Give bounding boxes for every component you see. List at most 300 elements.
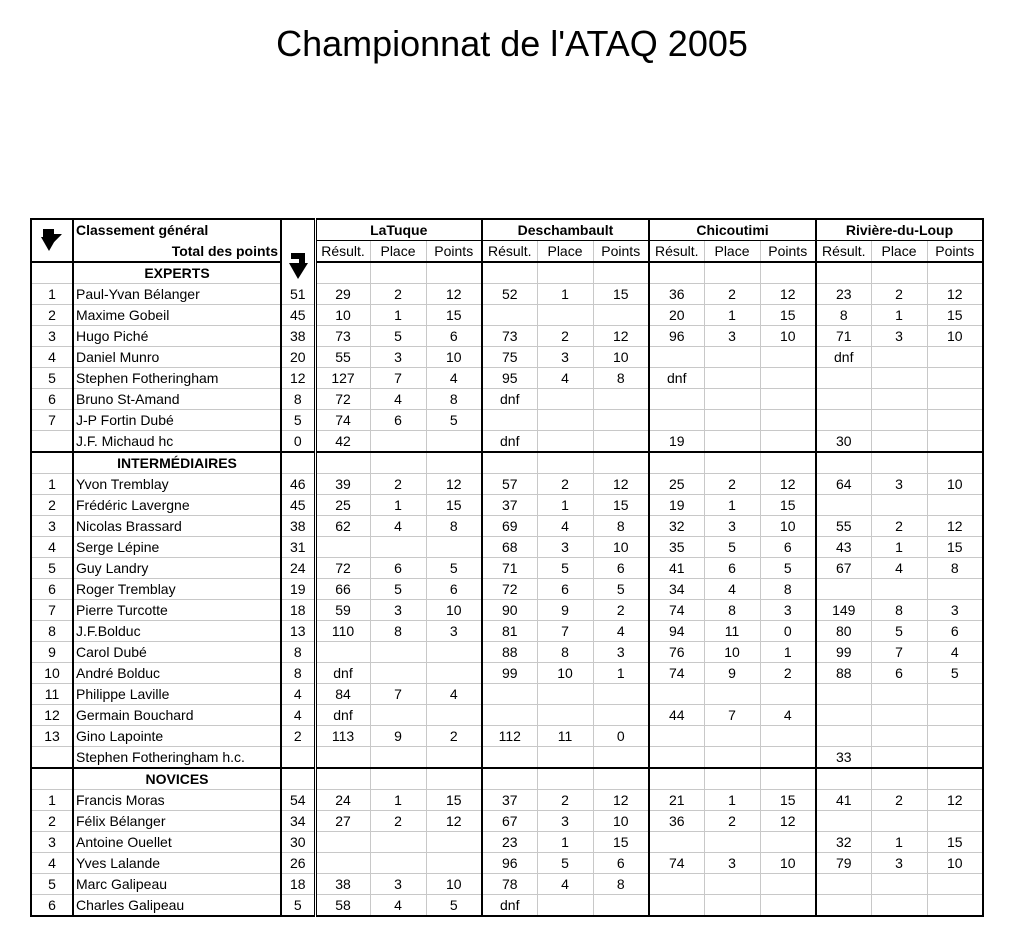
points-cell [426, 832, 482, 853]
place-cell [537, 895, 593, 917]
rank-cell [31, 452, 73, 474]
place-cell: 1 [370, 495, 426, 516]
rank-cell [31, 747, 73, 769]
rank-cell [31, 262, 73, 284]
place-cell: 2 [370, 811, 426, 832]
total-points: 5 [281, 895, 315, 917]
competitor-name: Charles Galipeau [73, 895, 281, 917]
points-cell: 3 [426, 621, 482, 642]
result-cell: 88 [816, 663, 871, 684]
subheader: Résult. [649, 241, 704, 263]
subheader: Place [370, 241, 426, 263]
place-cell [704, 452, 760, 474]
result-cell [315, 262, 370, 284]
competitor-name: J-P Fortin Dubé [73, 410, 281, 431]
result-cell [816, 368, 871, 389]
competitor-name: Félix Bélanger [73, 811, 281, 832]
place-cell [871, 726, 927, 747]
total-points: 46 [281, 474, 315, 495]
points-cell [593, 684, 649, 705]
rank-cell: 5 [31, 558, 73, 579]
rank-cell: 3 [31, 832, 73, 853]
place-cell [871, 895, 927, 917]
place-cell: 4 [704, 579, 760, 600]
result-cell [816, 811, 871, 832]
place-cell: 3 [370, 874, 426, 895]
place-cell: 2 [871, 516, 927, 537]
points-cell: 15 [927, 537, 983, 558]
points-cell: 1 [760, 642, 816, 663]
points-cell: 4 [760, 705, 816, 726]
table-row [31, 663, 983, 684]
result-cell: 127 [315, 368, 370, 389]
points-cell: 1 [593, 663, 649, 684]
race-header: Chicoutimi [649, 219, 816, 241]
table-row [31, 853, 983, 874]
points-cell: 8 [593, 368, 649, 389]
rank-cell: 5 [31, 368, 73, 389]
place-cell: 6 [871, 663, 927, 684]
place-cell: 2 [871, 790, 927, 811]
result-cell [649, 389, 704, 410]
place-cell: 2 [537, 474, 593, 495]
points-cell [760, 895, 816, 917]
table-row [31, 705, 983, 726]
place-cell: 5 [704, 537, 760, 558]
points-cell: 10 [426, 600, 482, 621]
points-cell: 12 [593, 474, 649, 495]
subheader: Points [593, 241, 649, 263]
place-cell: 2 [704, 811, 760, 832]
result-cell: 19 [649, 431, 704, 453]
result-cell: 37 [482, 495, 537, 516]
place-cell: 7 [871, 642, 927, 663]
place-cell [871, 579, 927, 600]
points-cell: 15 [426, 790, 482, 811]
page-title: Championnat de l'ATAQ 2005 [276, 23, 748, 64]
place-cell: 7 [370, 684, 426, 705]
classement-label: Classement général [73, 219, 281, 241]
points-cell: 10 [426, 347, 482, 368]
place-cell: 3 [871, 326, 927, 347]
place-cell: 1 [871, 305, 927, 326]
category-row [31, 262, 983, 284]
rank-cell: 4 [31, 347, 73, 368]
competitor-name: Philippe Laville [73, 684, 281, 705]
place-cell [871, 705, 927, 726]
points-cell [426, 747, 482, 769]
points-cell: 15 [760, 495, 816, 516]
result-cell: 99 [482, 663, 537, 684]
place-cell: 1 [871, 832, 927, 853]
points-cell [927, 410, 983, 431]
competitor-name: Maxime Gobeil [73, 305, 281, 326]
place-cell [370, 262, 426, 284]
points-cell [760, 747, 816, 769]
result-cell [816, 705, 871, 726]
points-cell: 12 [426, 474, 482, 495]
competitor-name: Paul-Yvan Bélanger [73, 284, 281, 305]
result-cell: 23 [482, 832, 537, 853]
result-cell: 73 [315, 326, 370, 347]
place-cell: 10 [704, 642, 760, 663]
table-row [31, 558, 983, 579]
result-cell [482, 305, 537, 326]
result-cell [649, 347, 704, 368]
competitor-name: Yves Lalande [73, 853, 281, 874]
result-cell: 62 [315, 516, 370, 537]
result-cell: 42 [315, 431, 370, 453]
place-cell: 6 [370, 558, 426, 579]
place-cell [537, 684, 593, 705]
competitor-name: Carol Dubé [73, 642, 281, 663]
competitor-name: Nicolas Brassard [73, 516, 281, 537]
table-row [31, 368, 983, 389]
points-cell: 10 [426, 874, 482, 895]
result-cell [482, 747, 537, 769]
result-cell: 43 [816, 537, 871, 558]
result-cell: 71 [816, 326, 871, 347]
result-cell: 80 [816, 621, 871, 642]
result-cell: 76 [649, 642, 704, 663]
place-cell [370, 431, 426, 453]
result-cell: 67 [816, 558, 871, 579]
place-cell: 1 [871, 537, 927, 558]
total-points: 19 [281, 579, 315, 600]
points-cell: 8 [426, 389, 482, 410]
place-cell: 3 [537, 811, 593, 832]
result-cell [816, 495, 871, 516]
points-cell: 5 [426, 410, 482, 431]
place-cell [537, 410, 593, 431]
points-cell [760, 726, 816, 747]
result-cell: dnf [649, 368, 704, 389]
points-cell [927, 726, 983, 747]
place-cell: 2 [704, 284, 760, 305]
points-cell [927, 452, 983, 474]
result-cell: 52 [482, 284, 537, 305]
points-cell: 8 [593, 516, 649, 537]
competitor-name: J.F.Bolduc [73, 621, 281, 642]
points-cell: 8 [760, 579, 816, 600]
points-cell [593, 768, 649, 790]
place-cell: 8 [370, 621, 426, 642]
place-cell: 3 [871, 853, 927, 874]
place-cell [704, 431, 760, 453]
total-cell [281, 452, 315, 474]
points-cell [426, 262, 482, 284]
place-cell: 4 [370, 389, 426, 410]
subheader: Résult. [816, 241, 871, 263]
points-cell: 10 [760, 326, 816, 347]
points-cell: 0 [760, 621, 816, 642]
rank-cell: 1 [31, 474, 73, 495]
place-cell [537, 431, 593, 453]
points-cell [426, 663, 482, 684]
points-cell [927, 747, 983, 769]
points-cell [927, 495, 983, 516]
points-cell: 12 [927, 790, 983, 811]
points-cell: 15 [593, 832, 649, 853]
rank-cell: 11 [31, 684, 73, 705]
rank-cell: 1 [31, 790, 73, 811]
points-cell: 12 [760, 811, 816, 832]
place-cell [370, 747, 426, 769]
place-cell [704, 895, 760, 917]
table-row [31, 474, 983, 495]
points-cell [760, 832, 816, 853]
result-cell: 37 [482, 790, 537, 811]
points-cell: 10 [593, 347, 649, 368]
competitor-name: Guy Landry [73, 558, 281, 579]
result-cell: 73 [482, 326, 537, 347]
result-cell: 32 [816, 832, 871, 853]
result-cell: 21 [649, 790, 704, 811]
place-cell: 4 [370, 895, 426, 917]
race-header: LaTuque [315, 219, 482, 241]
result-cell: dnf [315, 663, 370, 684]
points-cell [593, 262, 649, 284]
result-cell [649, 262, 704, 284]
competitor-name: Bruno St-Amand [73, 389, 281, 410]
place-cell [871, 495, 927, 516]
place-cell [704, 726, 760, 747]
subheader: Place [871, 241, 927, 263]
result-cell: 95 [482, 368, 537, 389]
result-cell: 96 [482, 853, 537, 874]
points-cell: 12 [426, 811, 482, 832]
result-cell [816, 579, 871, 600]
place-cell: 3 [370, 347, 426, 368]
result-cell: 55 [315, 347, 370, 368]
place-cell: 4 [537, 368, 593, 389]
place-cell [704, 747, 760, 769]
table-row [31, 684, 983, 705]
result-cell [649, 452, 704, 474]
points-cell: 12 [927, 516, 983, 537]
result-cell [315, 642, 370, 663]
place-cell: 5 [537, 558, 593, 579]
place-cell: 1 [537, 495, 593, 516]
result-cell: 35 [649, 537, 704, 558]
place-cell [871, 684, 927, 705]
points-cell [927, 874, 983, 895]
rank-cell: 3 [31, 326, 73, 347]
total-points: 18 [281, 600, 315, 621]
rank-cell: 9 [31, 642, 73, 663]
result-cell: 72 [315, 558, 370, 579]
result-cell [482, 684, 537, 705]
place-cell [704, 389, 760, 410]
result-cell [649, 874, 704, 895]
points-cell [927, 811, 983, 832]
rank-cell: 4 [31, 537, 73, 558]
result-cell: 23 [816, 284, 871, 305]
points-cell: 2 [760, 663, 816, 684]
total-points: 5 [281, 410, 315, 431]
table-row [31, 284, 983, 305]
points-cell [426, 642, 482, 663]
place-cell [871, 874, 927, 895]
result-cell: 149 [816, 600, 871, 621]
place-cell [537, 768, 593, 790]
points-cell [927, 431, 983, 453]
points-cell: 2 [593, 600, 649, 621]
points-cell: 5 [760, 558, 816, 579]
result-cell: 84 [315, 684, 370, 705]
total-points: 12 [281, 368, 315, 389]
total-cell [281, 768, 315, 790]
place-cell [370, 663, 426, 684]
place-cell [871, 768, 927, 790]
rank-cell: 3 [31, 516, 73, 537]
place-cell: 2 [871, 284, 927, 305]
points-cell [927, 895, 983, 917]
rank-cell [31, 768, 73, 790]
points-cell [426, 431, 482, 453]
points-cell [426, 537, 482, 558]
points-cell [426, 768, 482, 790]
total-points: 8 [281, 642, 315, 663]
result-cell: 112 [482, 726, 537, 747]
points-cell: 8 [927, 558, 983, 579]
points-cell [593, 389, 649, 410]
place-cell: 3 [704, 326, 760, 347]
rank-cell: 6 [31, 895, 73, 917]
place-cell [537, 389, 593, 410]
competitor-name: J.F. Michaud hc [73, 431, 281, 453]
total-points [281, 747, 315, 769]
competitor-name: Antoine Ouellet [73, 832, 281, 853]
total-points: 54 [281, 790, 315, 811]
result-cell: 68 [482, 537, 537, 558]
arrow-down-left-icon [286, 249, 310, 283]
points-cell: 6 [593, 853, 649, 874]
points-cell [927, 347, 983, 368]
rank-cell: 7 [31, 600, 73, 621]
total-points: 8 [281, 663, 315, 684]
rank-cell: 5 [31, 874, 73, 895]
result-cell: 30 [816, 431, 871, 453]
result-cell: 74 [649, 600, 704, 621]
result-cell: 94 [649, 621, 704, 642]
place-cell: 3 [370, 600, 426, 621]
result-cell: 44 [649, 705, 704, 726]
result-cell [649, 410, 704, 431]
result-cell: dnf [482, 431, 537, 453]
result-cell [315, 452, 370, 474]
subheader: Points [760, 241, 816, 263]
result-cell [315, 832, 370, 853]
result-cell [482, 768, 537, 790]
place-cell: 2 [537, 326, 593, 347]
competitor-name: Roger Tremblay [73, 579, 281, 600]
competitor-name: Serge Lépine [73, 537, 281, 558]
result-cell [816, 262, 871, 284]
points-cell: 6 [593, 558, 649, 579]
place-cell: 5 [370, 326, 426, 347]
result-cell: dnf [315, 705, 370, 726]
total-points: 38 [281, 516, 315, 537]
points-cell [927, 705, 983, 726]
total-points: 0 [281, 431, 315, 453]
place-cell [871, 368, 927, 389]
points-cell: 2 [426, 726, 482, 747]
result-cell: 20 [649, 305, 704, 326]
place-cell: 6 [537, 579, 593, 600]
points-cell [927, 768, 983, 790]
result-cell [315, 768, 370, 790]
table-row [31, 410, 983, 431]
total-points: 13 [281, 621, 315, 642]
competitor-name: Hugo Piché [73, 326, 281, 347]
rank-cell: 7 [31, 410, 73, 431]
table-row [31, 347, 983, 368]
points-cell: 6 [927, 621, 983, 642]
place-cell [704, 262, 760, 284]
place-cell [871, 811, 927, 832]
result-cell: 78 [482, 874, 537, 895]
result-cell: 71 [482, 558, 537, 579]
result-cell: 36 [649, 811, 704, 832]
table-row [31, 895, 983, 917]
table-row [31, 790, 983, 811]
points-cell: 3 [593, 642, 649, 663]
place-cell: 4 [871, 558, 927, 579]
result-cell: 59 [315, 600, 370, 621]
competitor-name: Francis Moras [73, 790, 281, 811]
points-cell: 10 [760, 516, 816, 537]
competitor-name: Daniel Munro [73, 347, 281, 368]
total-points: 4 [281, 705, 315, 726]
result-cell: 74 [315, 410, 370, 431]
place-cell [537, 262, 593, 284]
category-label: EXPERTS [73, 262, 281, 284]
place-cell: 6 [370, 410, 426, 431]
place-cell: 7 [537, 621, 593, 642]
place-cell [871, 452, 927, 474]
points-cell [760, 347, 816, 368]
competitor-name: Stephen Fotheringham h.c. [73, 747, 281, 769]
place-cell: 10 [537, 663, 593, 684]
place-cell [370, 537, 426, 558]
table-row [31, 747, 983, 769]
result-cell [315, 747, 370, 769]
place-cell: 2 [370, 474, 426, 495]
points-cell [593, 452, 649, 474]
subheader: Points [426, 241, 482, 263]
points-cell [760, 452, 816, 474]
result-cell [482, 452, 537, 474]
result-cell [649, 726, 704, 747]
points-cell: 0 [593, 726, 649, 747]
result-cell: 38 [315, 874, 370, 895]
result-cell: 25 [315, 495, 370, 516]
place-cell: 3 [704, 516, 760, 537]
result-cell: dnf [816, 347, 871, 368]
points-cell [927, 684, 983, 705]
result-cell: 29 [315, 284, 370, 305]
rank-cell: 6 [31, 579, 73, 600]
rank-cell: 4 [31, 853, 73, 874]
place-cell: 2 [370, 284, 426, 305]
place-cell [370, 853, 426, 874]
subheader: Place [704, 241, 760, 263]
subheader: Résult. [482, 241, 537, 263]
place-cell [871, 347, 927, 368]
category-label: INTERMÉDIAIRES [73, 452, 281, 474]
table-row [31, 579, 983, 600]
